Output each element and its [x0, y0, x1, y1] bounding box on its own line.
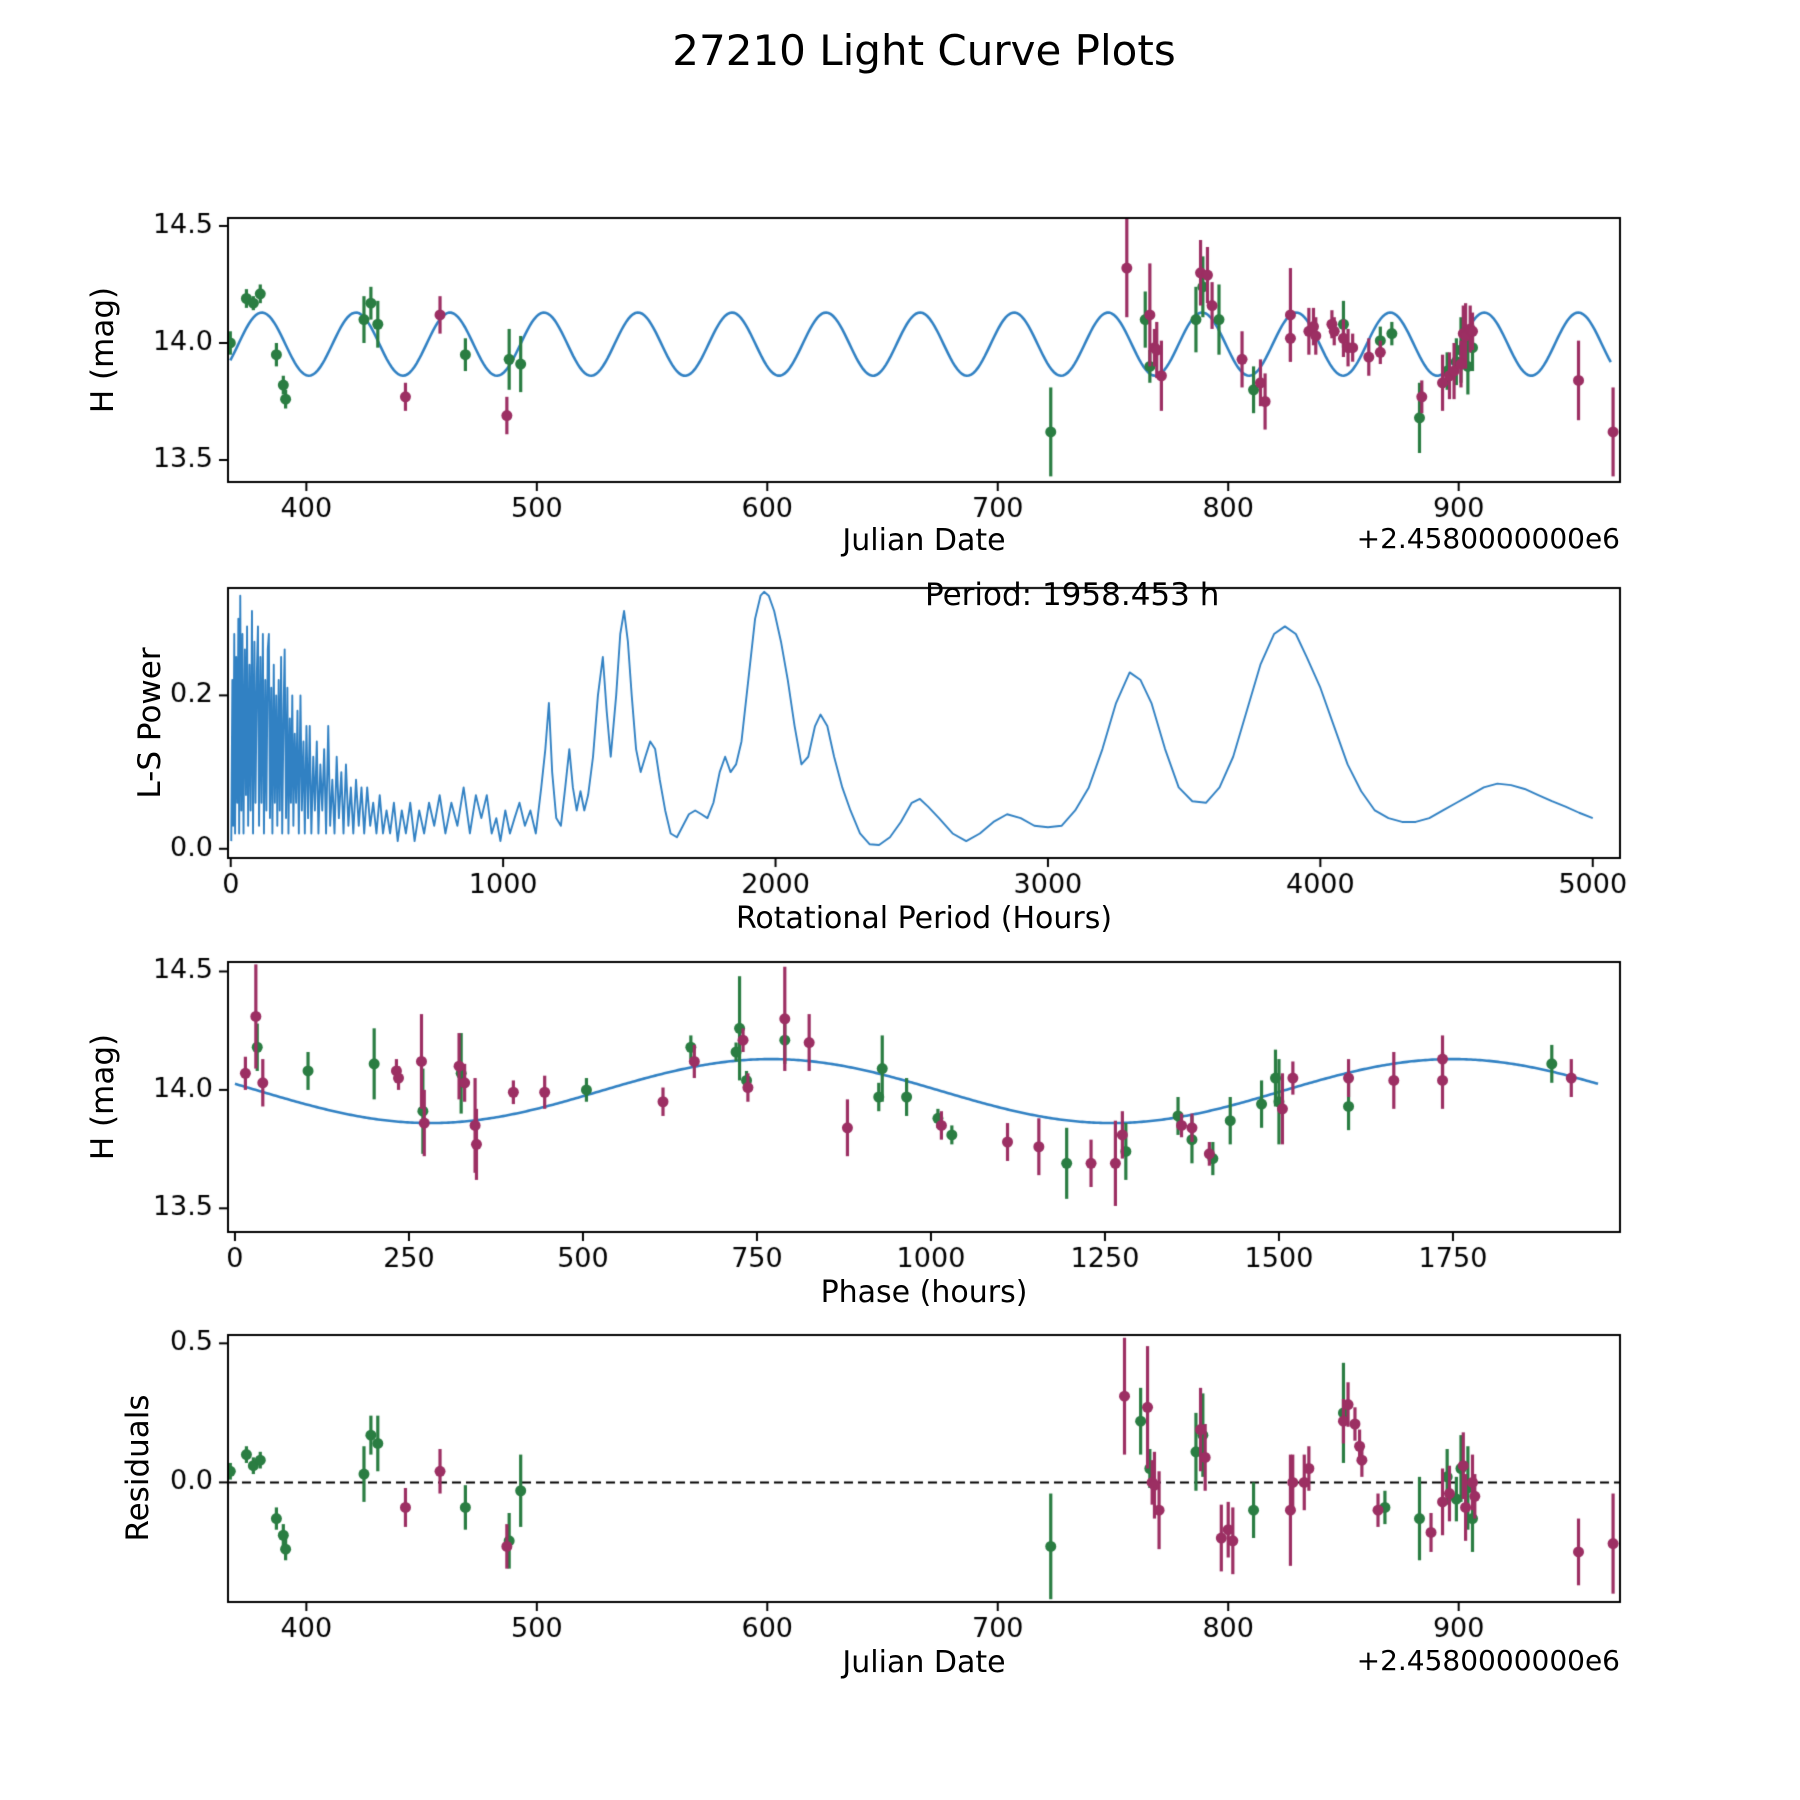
panel3-x-axis-label: Phase (hours)	[820, 1275, 1028, 1310]
figure-title: 27210 Light Curve Plots	[672, 26, 1176, 75]
panel4-x-axis-offset: +2.4580000000e6	[1356, 1644, 1620, 1677]
panel2-x-axis-label: Rotational Period (Hours)	[735, 901, 1113, 936]
panel1-x-axis-offset: +2.4580000000e6	[1356, 522, 1620, 555]
panel2-y-axis-label: L-S Power	[131, 647, 168, 799]
panel4-y-axis-label: Residuals	[119, 1394, 156, 1542]
best-period-annotation: Period: 1958.453 h	[925, 577, 1220, 613]
panel1-y-axis-label: H (mag)	[84, 286, 121, 414]
panel4-x-axis-label: Julian Date	[842, 1645, 1006, 1680]
panel1-x-axis-label: Julian Date	[842, 523, 1006, 558]
panel3-y-axis-label: H (mag)	[84, 1033, 121, 1161]
